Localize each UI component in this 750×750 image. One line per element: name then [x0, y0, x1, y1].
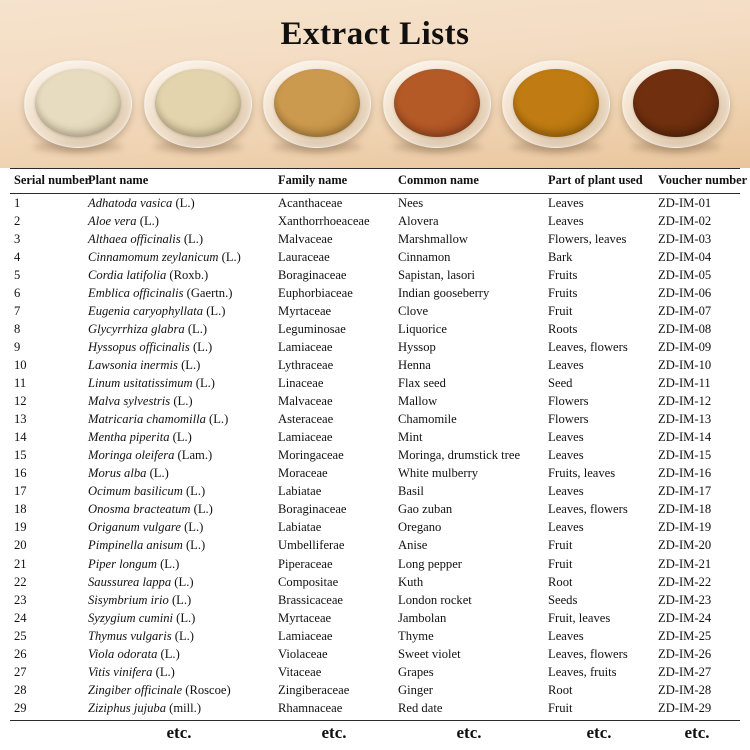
column-header-family-name: Family name [274, 169, 394, 194]
cell-plant-name: Sisymbrium irio (L.) [88, 592, 192, 607]
cell-voucher-number: ZD-IM-15 [658, 448, 712, 463]
table-row [10, 501, 740, 519]
header-banner [0, 0, 750, 168]
dish-powder [633, 69, 719, 137]
dish-powder [155, 69, 241, 137]
table-row [10, 537, 740, 555]
cell-family-name: Boraginaceae [278, 502, 347, 517]
cell-part-of-plant: Root [548, 682, 573, 697]
table-row [10, 663, 740, 681]
continuation-family: etc. [321, 722, 347, 742]
dish-powder [394, 69, 480, 137]
cell-serial-number: 12 [14, 394, 27, 409]
table-row [10, 519, 740, 537]
cell-plant-name: Linum usitatissimum (L.) [88, 376, 216, 391]
cell-common-name: Liquorice [398, 321, 447, 336]
cell-plant-name: Glycyrrhiza glabra (L.) [88, 321, 208, 336]
cell-part-of-plant: Bark [548, 249, 573, 264]
cell-common-name: Chamomile [398, 412, 457, 427]
cell-common-name: Nees [398, 195, 424, 210]
cell-voucher-number: ZD-IM-06 [658, 285, 712, 300]
dish-powder [35, 69, 121, 137]
cell-part-of-plant: Leaves, flowers [548, 646, 628, 661]
cell-voucher-number: ZD-IM-24 [658, 610, 712, 625]
cell-plant-name: Onosma bracteatum (L.) [88, 502, 213, 517]
cell-serial-number: 13 [14, 412, 27, 427]
cell-common-name: Sapistan, lasori [398, 267, 475, 282]
continuation-voucher: etc. [684, 722, 710, 742]
cell-voucher-number: ZD-IM-04 [658, 249, 712, 264]
cell-family-name: Zingiberaceae [278, 682, 350, 697]
cell-voucher-number: ZD-IM-01 [658, 195, 712, 210]
table-header [10, 169, 748, 194]
cell-serial-number: 22 [14, 574, 27, 589]
petri-dish-pale-cream-powder [24, 57, 132, 151]
cell-voucher-number: ZD-IM-11 [658, 376, 711, 391]
cell-serial-number: 7 [14, 303, 21, 318]
cell-plant-name: Cinnamomum zeylanicum (L.) [88, 249, 241, 264]
cell-part-of-plant: Leaves [548, 358, 584, 373]
cell-part-of-plant: Fruit [548, 303, 573, 318]
petri-dish-deep-amber-powder [502, 57, 610, 151]
cell-common-name: Red date [394, 699, 544, 720]
cell-plant-name: Piper longum (L.) [88, 556, 180, 571]
cell-part-of-plant: Flowers [548, 412, 589, 427]
cell-part-of-plant: Leaves [548, 213, 584, 228]
cell-plant-name: Pimpinella anisum (L.) [88, 538, 206, 553]
cell-family-name: Lamiaceae [278, 430, 333, 445]
petri-dish-dark-brown-powder [622, 57, 730, 151]
cell-plant-name: Zingiber officinale (Roscoe) [88, 682, 231, 697]
cell-part-of-plant: Roots [548, 321, 578, 336]
cell-serial-number: 11 [14, 376, 27, 391]
cell-serial-number: 9 [14, 339, 21, 354]
table-body [10, 194, 740, 721]
cell-plant-name: Ocimum basilicum (L.) [88, 484, 206, 499]
cell-serial-number: 6 [14, 285, 21, 300]
cell-plant-name: Origanum vulgare (L.) [88, 520, 204, 535]
cell-part-of-plant: Fruit [548, 556, 573, 571]
table-row [10, 374, 740, 392]
cell-common-name: Grapes [398, 664, 434, 679]
cell-family-name: Vitaceae [278, 664, 322, 679]
petri-dish-brick-orange-powder [383, 57, 491, 151]
table-row [10, 320, 740, 338]
cell-part-of-plant: Leaves, flowers [548, 502, 628, 517]
table-row [10, 194, 740, 213]
cell-part-of-plant: Leaves [548, 448, 584, 463]
cell-voucher-number: ZD-IM-09 [658, 339, 712, 354]
cell-voucher-number: ZD-IM-10 [658, 358, 712, 373]
cell-common-name: Clove [398, 303, 429, 318]
table-row [10, 465, 740, 483]
cell-family-name: Compositae [278, 574, 339, 589]
continuation-common: etc. [456, 722, 482, 742]
cell-plant-name: Saussurea lappa (L.) [88, 574, 194, 589]
table-row [10, 302, 740, 320]
cell-part-of-plant: Flowers, leaves [548, 231, 627, 246]
cell-part-of-plant: Fruit, leaves [548, 610, 611, 625]
cell-plant-name: Vitis vinifera (L.) [88, 664, 175, 679]
cell-common-name: Anise [398, 538, 428, 553]
extract-table [10, 168, 748, 721]
table-row [10, 212, 740, 230]
continuation-row [0, 723, 750, 743]
table-row [10, 356, 740, 374]
cell-common-name: Cinnamon [398, 249, 451, 264]
cell-voucher-number: ZD-IM-07 [658, 303, 712, 318]
cell-serial-number: 26 [14, 646, 27, 661]
cell-serial-number: 23 [14, 592, 27, 607]
cell-common-name: Hyssop [398, 339, 436, 354]
cell-common-name: Jambolan [398, 610, 447, 625]
cell-voucher-number: ZD-IM-23 [658, 592, 712, 607]
cell-part-of-plant: Leaves [548, 430, 584, 445]
cell-family-name: Lauraceae [278, 249, 330, 264]
continuation-plant: etc. [166, 722, 192, 742]
table-row [10, 393, 740, 411]
cell-part-of-plant: Flowers [548, 394, 589, 409]
cell-plant-name: Mentha piperita (L.) [88, 430, 192, 445]
cell-common-name: Flax seed [398, 376, 446, 391]
column-header-part-of-plant: Part of plant used [544, 169, 654, 194]
cell-family-name: Leguminosae [278, 321, 346, 336]
cell-common-name: Alovera [398, 213, 439, 228]
cell-voucher-number: ZD-IM-03 [658, 231, 712, 246]
cell-plant-name: Viola odorata (L.) [88, 646, 180, 661]
cell-serial-number: 27 [14, 664, 27, 679]
cell-family-name: Asteraceae [278, 412, 334, 427]
table-row [10, 699, 740, 720]
cell-part-of-plant: Seed [548, 376, 573, 391]
cell-serial-number: 18 [14, 502, 27, 517]
cell-serial-number: 4 [14, 249, 21, 264]
cell-serial-number: 5 [14, 267, 21, 282]
cell-family-name: Malvaceae [278, 231, 333, 246]
cell-serial-number: 1 [14, 195, 21, 210]
cell-plant-name: Hyssopus officinalis (L.) [88, 339, 213, 354]
cell-serial-number: 17 [14, 484, 27, 499]
cell-common-name: Mallow [398, 394, 438, 409]
table-row [10, 555, 740, 573]
cell-family-name: Labiatae [278, 520, 322, 535]
cell-common-name: Basil [398, 484, 424, 499]
cell-serial-number: 16 [14, 466, 27, 481]
cell-voucher-number: ZD-IM-12 [658, 394, 712, 409]
cell-voucher-number: ZD-IM-19 [658, 520, 712, 535]
cell-serial-number: 28 [14, 682, 27, 697]
cell-common-name: Gao zuban [398, 502, 453, 517]
cell-family-name: Violaceae [278, 646, 328, 661]
cell-voucher-number: ZD-IM-13 [658, 412, 712, 427]
cell-voucher-number: ZD-IM-05 [658, 267, 712, 282]
cell-plant-name: Aloe vera (L.) [88, 213, 159, 228]
cell-serial-number: 25 [14, 628, 27, 643]
petri-dish-light-beige-powder [144, 57, 252, 151]
cell-family-name: Boraginaceae [278, 267, 347, 282]
page-title: Extract Lists [280, 16, 470, 52]
petri-dish-row [24, 57, 730, 153]
cell-voucher-number: ZD-IM-22 [658, 574, 712, 589]
cell-voucher-number: ZD-IM-26 [658, 646, 712, 661]
table-row [10, 230, 740, 248]
table-row [10, 609, 740, 627]
cell-plant-name: Adhatoda vasica (L.) [88, 195, 195, 210]
cell-part-of-plant: Leaves [548, 628, 584, 643]
table-row [10, 411, 740, 429]
cell-voucher-number: ZD-IM-02 [658, 213, 712, 228]
cell-common-name: London rocket [398, 592, 472, 607]
cell-serial-number: 8 [14, 321, 21, 336]
cell-common-name: Sweet violet [398, 646, 461, 661]
cell-part-of-plant: Leaves [548, 195, 584, 210]
cell-part-of-plant: Fruits [548, 285, 578, 300]
cell-serial-number: 14 [14, 430, 27, 445]
cell-serial-number: 21 [14, 556, 27, 571]
cell-serial-number: 3 [14, 231, 21, 246]
table-row [10, 266, 740, 284]
cell-family-name: Moraceae [278, 466, 328, 481]
cell-plant-name: Syzygium cumini (L.) [88, 610, 196, 625]
dish-powder [274, 69, 360, 137]
petri-dish-tan-powder [263, 57, 371, 151]
cell-plant-name: Morus alba (L.) [88, 466, 169, 481]
table-row [10, 645, 740, 663]
cell-voucher-number: ZD-IM-16 [658, 466, 712, 481]
table-row [10, 447, 740, 465]
cell-plant-name: Malva sylvestris (L.) [88, 394, 193, 409]
table-row [10, 573, 740, 591]
cell-family-name: Acanthaceae [278, 195, 343, 210]
cell-part-of-plant: Fruits, leaves [548, 466, 616, 481]
cell-family-name: Euphorbiaceae [278, 285, 353, 300]
cell-plant-name: Emblica officinalis (Gaertn.) [88, 285, 233, 300]
cell-common-name: Long pepper [398, 556, 462, 571]
cell-plant-name: Ziziphus jujuba (mill.) [84, 699, 274, 720]
cell-common-name: Henna [398, 358, 431, 373]
cell-plant-name: Eugenia caryophyllata (L.) [88, 303, 226, 318]
continuation-part: etc. [586, 722, 612, 742]
table-row [10, 591, 740, 609]
cell-plant-name: Lawsonia inermis (L.) [88, 358, 201, 373]
cell-family-name: Rhamnaceae [274, 699, 394, 720]
cell-serial-number: 2 [14, 213, 21, 228]
cell-voucher-number: ZD-IM-17 [658, 484, 712, 499]
table-row [10, 483, 740, 501]
column-header-voucher-number: Voucher number [654, 169, 740, 194]
column-header-serial-number: Serial number [10, 169, 84, 194]
cell-part-of-plant: Fruit [548, 538, 573, 553]
cell-voucher-number: ZD-IM-25 [658, 628, 712, 643]
cell-voucher-number: ZD-IM-29 [654, 699, 740, 720]
cell-family-name: Moringaceae [278, 448, 344, 463]
table-row [10, 248, 740, 266]
cell-serial-number: 15 [14, 448, 27, 463]
dish-powder [513, 69, 599, 137]
cell-family-name: Lamiaceae [278, 339, 333, 354]
cell-voucher-number: ZD-IM-28 [658, 682, 712, 697]
cell-family-name: Xanthorrhoeaceae [278, 213, 370, 228]
cell-plant-name: Matricaria chamomilla (L.) [88, 412, 229, 427]
cell-plant-name: Cordia latifolia (Roxb.) [88, 267, 209, 282]
cell-common-name: Indian gooseberry [398, 285, 490, 300]
cell-part-of-plant: Fruit [544, 699, 654, 720]
cell-voucher-number: ZD-IM-08 [658, 321, 712, 336]
cell-common-name: Kuth [398, 574, 424, 589]
cell-common-name: Thyme [398, 628, 434, 643]
cell-part-of-plant: Fruits [548, 267, 578, 282]
cell-plant-name: Thymus vulgaris (L.) [88, 628, 195, 643]
table-row [10, 429, 740, 447]
cell-part-of-plant: Leaves, flowers [548, 339, 628, 354]
cell-common-name: Oregano [398, 520, 442, 535]
cell-family-name: Labiatae [278, 484, 322, 499]
cell-family-name: Myrtaceae [278, 610, 332, 625]
cell-family-name: Myrtaceae [278, 303, 332, 318]
cell-serial-number: 10 [14, 358, 27, 373]
cell-part-of-plant: Leaves [548, 520, 584, 535]
cell-serial-number: 19 [14, 520, 27, 535]
cell-voucher-number: ZD-IM-21 [658, 556, 712, 571]
cell-voucher-number: ZD-IM-20 [658, 538, 712, 553]
cell-family-name: Piperaceae [278, 556, 333, 571]
cell-common-name: Moringa, drumstick tree [398, 448, 521, 463]
table-row [10, 627, 740, 645]
cell-part-of-plant: Leaves, fruits [548, 664, 617, 679]
cell-plant-name: Moringa oleifera (Lam.) [88, 448, 213, 463]
cell-part-of-plant: Leaves [548, 484, 584, 499]
cell-voucher-number: ZD-IM-27 [658, 664, 712, 679]
extract-table-container [0, 168, 750, 721]
cell-serial-number: 29 [10, 699, 84, 720]
cell-common-name: Ginger [398, 682, 433, 697]
cell-serial-number: 24 [14, 610, 27, 625]
cell-part-of-plant: Seeds [548, 592, 578, 607]
table-row [10, 681, 740, 699]
cell-family-name: Brassicaceae [278, 592, 344, 607]
column-header-common-name: Common name [394, 169, 544, 194]
cell-family-name: Linaceae [278, 376, 324, 391]
cell-common-name: Marshmallow [398, 231, 468, 246]
cell-voucher-number: ZD-IM-18 [658, 502, 712, 517]
table-row [10, 338, 740, 356]
table-header-row [10, 169, 740, 194]
cell-serial-number: 20 [14, 538, 27, 553]
cell-family-name: Malvaceae [278, 394, 333, 409]
cell-family-name: Lamiaceae [278, 628, 333, 643]
cell-part-of-plant: Root [548, 574, 573, 589]
cell-family-name: Lythraceae [278, 358, 334, 373]
cell-voucher-number: ZD-IM-14 [658, 430, 712, 445]
cell-common-name: White mulberry [398, 466, 479, 481]
cell-common-name: Mint [398, 430, 423, 445]
continuation-serial [10, 723, 84, 743]
table-row [10, 284, 740, 302]
column-header-plant-name: Plant name [84, 169, 274, 194]
cell-plant-name: Althaea officinalis (L.) [88, 231, 204, 246]
cell-family-name: Umbelliferae [278, 538, 345, 553]
